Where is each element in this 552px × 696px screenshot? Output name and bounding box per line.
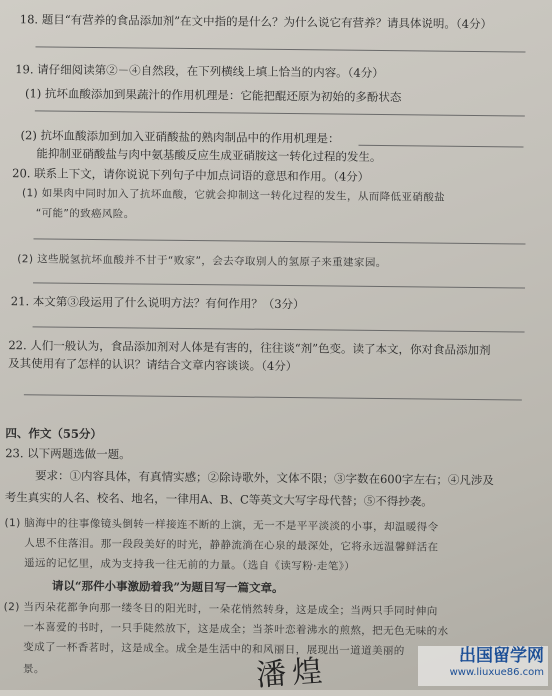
essay-requirements-cont: 考生真实的人名、校名、地名，一律用A、B、C等英文大写字母代替；⑤不得抄袭。 bbox=[4, 490, 433, 509]
prompt-2-cont: 变成了一杯香茗时，这是成全。成全是生活中的和风丽日，展现出一道道美丽的 bbox=[23, 641, 405, 658]
question-19-1: (1) 抗坏血酸添加到果蔬汁的作用机理是：它能把醌还原为初始的多酚状态 bbox=[24, 86, 402, 105]
question-21: 21. 本文第③段运用了什么说明方法？有何作用？（3分） bbox=[10, 294, 305, 312]
question-20-1-cont: “可能”的致癌风险。 bbox=[35, 207, 135, 221]
question-18: 18. 题目“有营养的食品添加剂”在文中指的是什么？为什么说它有营养？请具体说明。（4分） bbox=[19, 12, 493, 32]
question-22: 22. 人们一般认为，食品添加剂对人体是有害的，往往谈“剂”色变。读了本文，你对食品添加剂 bbox=[8, 338, 491, 358]
watermark-logo bbox=[418, 646, 548, 686]
prompt-1-cont: 遥远的记忆里，成为支持我一往无前的力量。（选自《读写粉·走笔》） bbox=[24, 557, 356, 573]
question-22-cont: 及其使用有了怎样的认识？请结合文章内容谈谈。（4分） bbox=[8, 356, 298, 374]
answer-line bbox=[33, 326, 525, 332]
answer-line bbox=[358, 145, 523, 148]
prompt-1-task: 请以“那件小事激励着我”为题目写一篇文章。 bbox=[51, 578, 284, 596]
answer-line bbox=[36, 46, 526, 52]
question-19-2-cont: 能抑制亚硝酸盐与肉中氨基酸反应生成亚硝胺这一转化过程的发生。 bbox=[36, 146, 382, 165]
essay-requirements: 要求：①内容具体，有真情实感；②除诗歌外，文体不限；③字数在600字左右；④凡涉及 bbox=[34, 468, 495, 488]
watermark-site-name: 出国留学网 bbox=[459, 646, 544, 666]
prompt-1-cont: 人思不住落泪。那一段段美好的时光，静静流淌在心泉的最深处，它将永远温馨鲜活在 bbox=[24, 537, 439, 554]
question-20: 20. 联系上下文，请你说说下列句子中加点词语的意思和作用。（4分） bbox=[12, 166, 370, 184]
prompt-2-cont: 一本喜爱的书时，一只手陡然放下，这是成全；当茶叶恋着沸水的煎熬，把无色无味的水 bbox=[23, 621, 449, 638]
watermark-site-url: www.liuxue86.com bbox=[449, 667, 544, 678]
prompt-2-cont: 景。 bbox=[22, 663, 45, 676]
question-20-1: (1) 如果肉中同时加入了抗坏血酸，它就会抑制这一转化过程的发生，从而降低亚硝酸盐 bbox=[21, 187, 446, 204]
answer-line bbox=[24, 394, 522, 400]
answer-line bbox=[33, 282, 525, 288]
section-4-title: 四、作文（55分） bbox=[5, 426, 103, 442]
prompt-2: (2) 当丙朵花都争向那一缕冬日的阳光时，一朵花悄然转身，这是成全；当两只手同时伸向 bbox=[3, 601, 438, 618]
prompt-1: (1) 脑海中的往事像镜头倒转一样接连不断的上演，无一不是平平淡淡的小事，却温暖得令 bbox=[4, 517, 439, 534]
question-20-2: (2) 这些脱氢抗坏血酸并不甘于“败家”，会去夺取别人的氢原子来重建家园。 bbox=[17, 253, 387, 270]
handwritten-signature: 潘煌 bbox=[255, 653, 330, 694]
answer-line bbox=[35, 110, 525, 116]
question-19: 19. 请仔细阅读第②－④自然段，在下列横线上填上恰当的内容。（4分） bbox=[15, 62, 384, 81]
answer-line bbox=[33, 238, 525, 244]
question-19-2: (2) 抗坏血酸添加到加入亚硝酸盐的熟肉制品中的作用机理是： bbox=[20, 128, 340, 146]
question-23: 23. 以下两题选做一题。 bbox=[5, 446, 131, 462]
